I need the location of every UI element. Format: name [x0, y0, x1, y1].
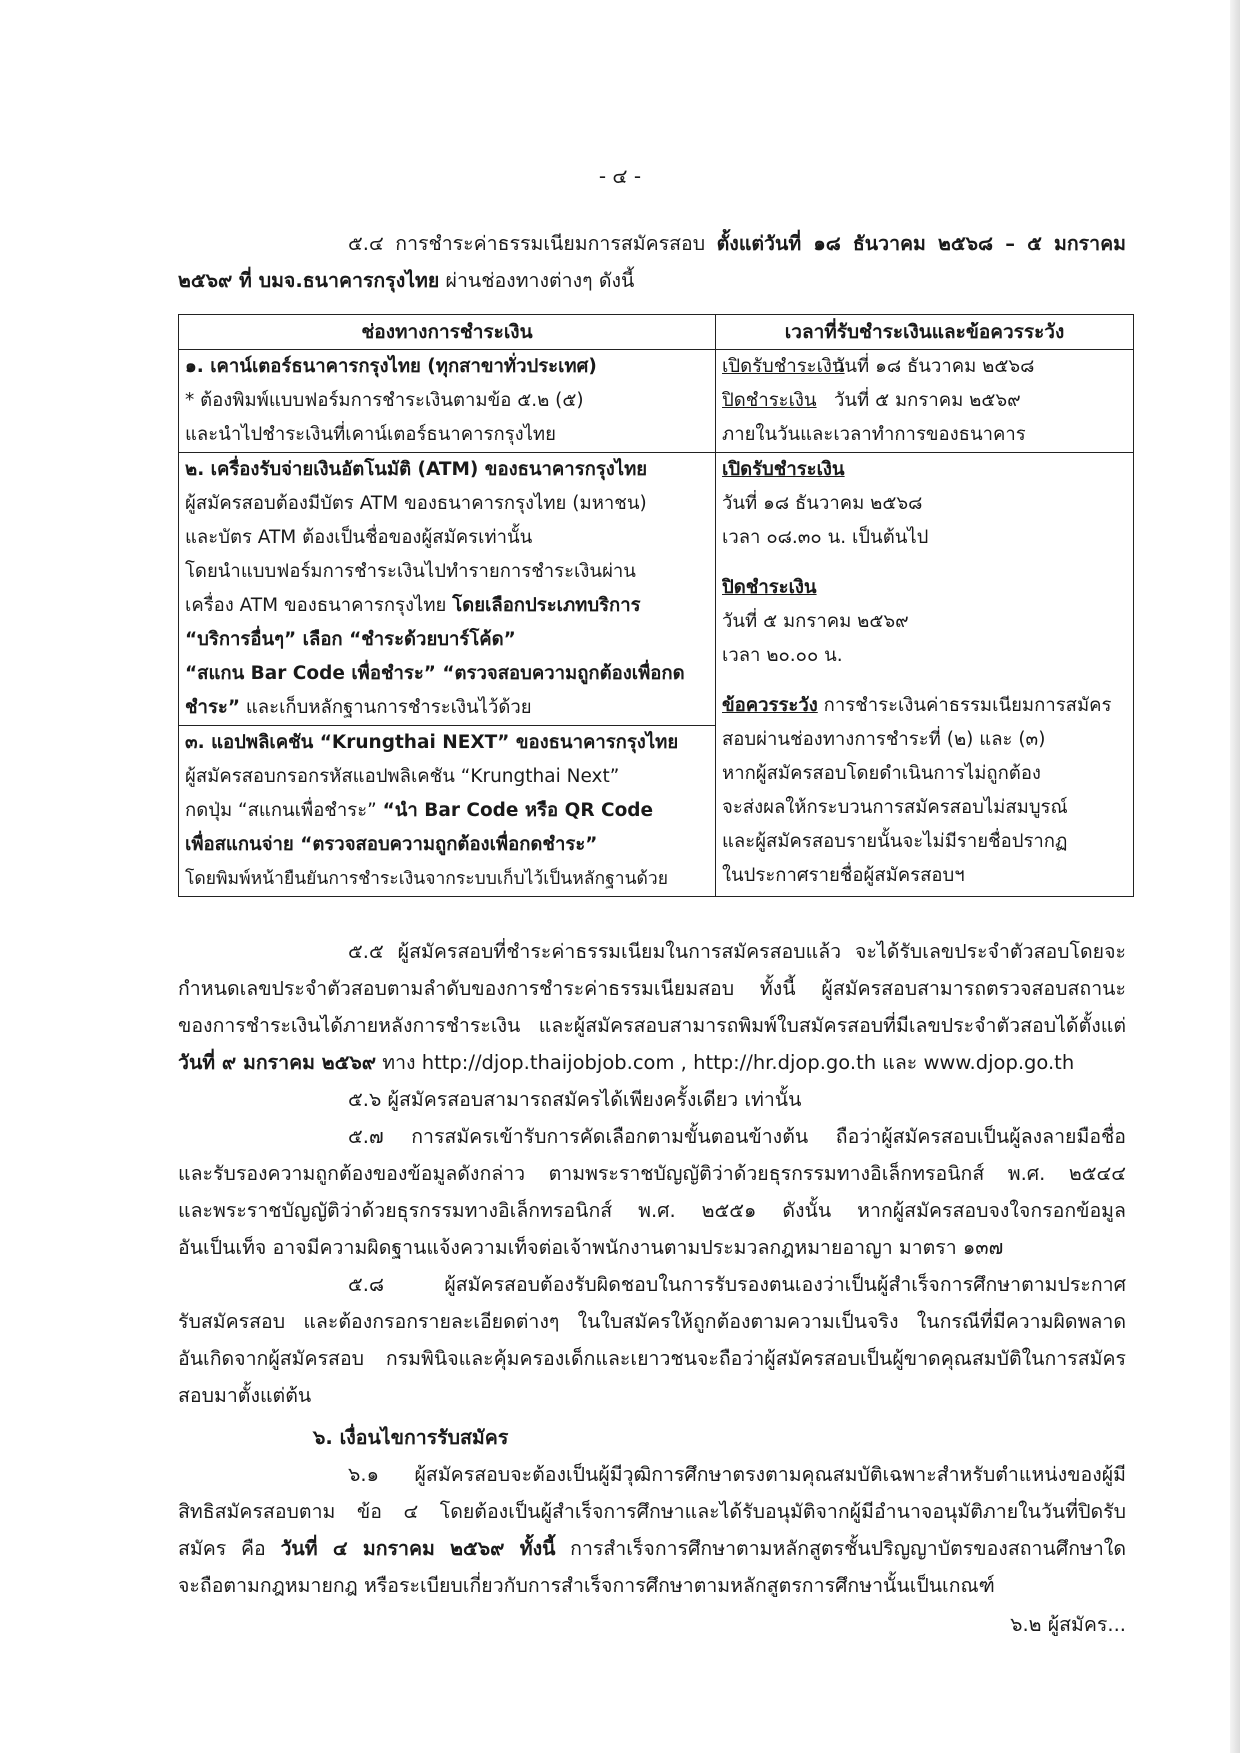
channel-1-time-cell [716, 350, 1134, 453]
sec54-date-range: ตั้งแต่วันที่ ๑๘ ธันวาคม ๒๕๖๘ – ๕ มกราคม [716, 232, 1126, 255]
table-row [179, 453, 1134, 726]
sec55-line: ของการชำระเงินได้ภายหลังการชำระเงิน และผู้สมัครสอบสามารถพิมพ์ใบสมัครสอบที่มีเลขประจำตัวสอบได้ตั้งแต่ [178, 1014, 1126, 1037]
sec55-line4 [178, 1046, 1126, 1080]
caution-line: การชำระเงินค่าธรรมเนียมการสมัคร [823, 695, 1112, 716]
sec54-suffix: ผ่านช่องทางต่างๆ ดังนี้ [445, 269, 635, 292]
channel-2-line: และบัตร ATM ต้องเป็นชื่อของผู้สมัครเท่านั้น [185, 527, 533, 548]
sec57-line: และรับรองความถูกต้องของข้อมูลดังกล่าว ตามพระราชบัญญัติว่าด้วยธุรกรรมทางอิเล็กทรอนิกส์ พ.ศ. ๒๕๔๔ [178, 1162, 1126, 1185]
sec61-text: สมัคร คือ [178, 1537, 266, 1560]
channel-1-cell [179, 350, 716, 453]
open-time: เวลา ๐๘.๓๐ น. เป็นต้นไป [722, 527, 929, 548]
sec57-line: ๕.๗ การสมัครเข้ารับการคัดเลือกตามขั้นตอนข้างต้น ถือว่าผู้สมัครสอบเป็นผู้ลงลายมือชื่อ [348, 1125, 1126, 1148]
channel-3-line: โดยพิมพ์หน้ายืนยันการชำระเงินจากระบบเก็บไว้เป็นหลักฐานด้วย [185, 869, 669, 889]
sec57-line: อันเป็นเท็จ อาจมีความผิดฐานแจ้งความเท็จต่อเจ้าพนักงานตามประมวลกฎหมายอาญา มาตรา ๑๓๗ [178, 1236, 1004, 1259]
caution-line: หากผู้สมัครสอบโดยดำเนินการไม่ถูกต้อง [722, 763, 1041, 784]
channel-2-line: ผู้สมัครสอบต้องมีบัตร ATM ของธนาคารกรุงไทย (มหาชน) [185, 493, 647, 514]
channel-2-title: ๒. เครื่องรับจ่ายเงินอัตโนมัติ (ATM) ของธนาคารกรุงไทย [185, 459, 648, 480]
continuation-marker: ๖.๒ ผู้สมัคร... [1010, 1613, 1126, 1636]
channel-2-bold: “บริการอื่นๆ” เลือก “ชำระด้วยบาร์โค้ด” [185, 629, 516, 650]
open-value: วันที่ ๑๘ ธันวาคม ๒๕๖๘ [834, 356, 1035, 377]
channel-2-bold: ชำระ” [185, 697, 240, 718]
payment-channels-table [178, 314, 1134, 897]
sec55-line: กำหนดเลขประจำตัวสอบตามลำดับของการชำระค่าธรรมเนียมสอบ ทั้งนี้ ผู้สมัครสอบสามารถตรวจสอบสถานะ [178, 977, 1126, 1000]
channel-2-line: โดยนำแบบฟอร์มการชำระเงินไปทำรายการชำระเงินผ่าน [185, 561, 636, 582]
caution-line: สอบผ่านช่องทางการชำระที่ (๒) และ (๓) [722, 729, 1046, 750]
channel-3-text: กดปุ่ม “สแกนเพื่อชำระ” [185, 800, 377, 821]
channel-2-line [185, 589, 709, 623]
close-time: เวลา ๒๐.๐๐ น. [722, 645, 843, 666]
sec55-line: ๕.๕ ผู้สมัครสอบที่ชำระค่าธรรมเนียมในการสมัครสอบแล้ว จะได้รับเลขประจำตัวสอบโดยจะ [348, 940, 1126, 963]
page-number: - ๔ - [598, 164, 642, 188]
header-payment-channel: ช่องทางการชำระเงิน [179, 315, 716, 350]
sec56-line: ๕.๖ ผู้สมัครสอบสามารถสมัครได้เพียงครั้งเดียว เท่านั้น [348, 1088, 802, 1111]
sec58-line: สอบมาตั้งแต่ต้น [178, 1384, 312, 1407]
channel-3-bold: เพื่อสแกนจ่าย “ตรวจสอบความถูกต้องเพื่อกดชำระ” [185, 834, 598, 855]
close-value: วันที่ ๕ มกราคม ๒๕๖๙ [834, 390, 1021, 411]
sec61-date: วันที่ ๔ มกราคม ๒๕๖๙ ทั้งนี้ [280, 1537, 556, 1560]
close-label: ปิดชำระเงิน [722, 390, 817, 411]
sec54-bank: ๒๕๖๙ ที่ บมจ.ธนาคารกรุงไทย [178, 269, 440, 292]
close-date: วันที่ ๕ มกราคม ๒๕๖๙ [722, 611, 909, 632]
business-hours-note: ภายในวันและเวลาทำการของธนาคาร [722, 424, 1026, 445]
channel-2-bold: “สแกน Bar Code เพื่อชำระ” “ตรวจสอบความถูกต้องเพื่อกด [185, 663, 685, 684]
sec54-prefix: ๕.๔ การชำระค่าธรรมเนียมการสมัครสอบ [348, 232, 706, 255]
sec58-line: อันเกิดจากผู้สมัครสอบ กรมพินิจและคุ้มครองเด็กและเยาวชนจะถือว่าผู้สมัครสอบเป็นผู้ขาดคุณสมบัติในการสมัคร [178, 1347, 1126, 1370]
channel-2-cell [179, 453, 716, 726]
open-label: เปิดรับชำระเงิน [722, 356, 845, 377]
channel-1-note: * ต้องพิมพ์แบบฟอร์มการชำระเงินตามข้อ ๕.๒ (๕) [185, 390, 584, 411]
sec58-line: รับสมัครสอบ และต้องกรอกรายละเอียดต่างๆ ในใบสมัครให้ถูกต้องตามความเป็นจริง ในกรณีที่มีความผิดพลาด [178, 1310, 1126, 1333]
caution-line: และผู้สมัครสอบรายนั้นจะไม่มีรายชื่อปรากฏ [722, 831, 1068, 852]
close-label: ปิดชำระเงิน [722, 577, 817, 598]
caution-line: ในประกาศรายชื่อผู้สมัครสอบฯ [722, 865, 965, 886]
sec55-date: วันที่ ๙ มกราคม ๒๕๖๙ [178, 1051, 377, 1074]
channel-3-line: ผู้สมัครสอบกรอกรหัสแอปพลิเคชัน “Krungthai Next” [185, 766, 620, 787]
caution-label: ข้อควรระวัง [722, 695, 818, 716]
channel-2-3-time-cell [716, 453, 1134, 897]
sec61-line3 [178, 1532, 1126, 1566]
channel-3-cell [179, 726, 716, 897]
sec61-line: สิทธิสมัครสอบตาม ข้อ ๔ โดยต้องเป็นผู้สำเร็จการศึกษาและได้รับอนุมัติจากผู้มีอำนาจอนุมัติภายในวันที่ปิดรับ [178, 1500, 1126, 1523]
channel-3-line [185, 794, 709, 828]
sec61-text: การสำเร็จการศึกษาตามหลักสูตรชั้นปริญญาบัตรของสถานศึกษาใด [570, 1537, 1126, 1560]
channel-2-text: และเก็บหลักฐานการชำระเงินไว้ด้วย [245, 697, 532, 718]
table-header-row [179, 315, 1134, 350]
caution-line: จะส่งผลให้กระบวนการสมัครสอบไม่สมบูรณ์ [722, 797, 1068, 818]
open-label: เปิดรับชำระเงิน [722, 459, 845, 480]
header-payment-time: เวลาที่รับชำระเงินและข้อควรระวัง [716, 315, 1134, 350]
channel-1-title: ๑. เคาน์เตอร์ธนาคารกรุงไทย (ทุกสาขาทั่วประเทศ) [185, 356, 597, 377]
sec58-line: ๕.๘ ผู้สมัครสอบต้องรับผิดชอบในการรับรองตนเองว่าเป็นผู้สำเร็จการศึกษาตามประกาศ [348, 1273, 1126, 1296]
table-row [179, 350, 1134, 453]
channel-3-bold: “นำ Bar Code หรือ QR Code [382, 800, 654, 821]
channel-2-text: เครื่อง ATM ของธนาคารกรุงไทย [185, 595, 447, 616]
sec55-urls: ทาง http://djop.thaijobjob.com , http://hr.djop.go.th และ www.djop.go.th [382, 1051, 1075, 1074]
sec6-heading: ๖. เงื่อนไขการรับสมัคร [313, 1426, 509, 1449]
channel-3-title: ๓. แอปพลิเคชัน “Krungthai NEXT” ของธนาคารกรุงไทย [185, 732, 679, 753]
sec54-line2 [178, 264, 1126, 298]
sec61-line: ๖.๑ ผู้สมัครสอบจะต้องเป็นผู้มีวุฒิการศึกษาตรงตามคุณสมบัติเฉพาะสำหรับตำแหน่งของผู้มี [348, 1463, 1126, 1486]
channel-1-note2: และนำไปชำระเงินที่เคาน์เตอร์ธนาคารกรุงไทย [185, 424, 556, 445]
sec61-line: จะถือตามกฎหมายกฎ หรือระเบียบเกี่ยวกับการสำเร็จการศึกษาตามหลักสูตรการศึกษานั้นเป็นเกณฑ์ [178, 1574, 995, 1597]
page-edge-shadow [1230, 0, 1240, 1753]
channel-2-bold: โดยเลือกประเภทบริการ [452, 595, 641, 616]
open-date: วันที่ ๑๘ ธันวาคม ๒๕๖๘ [722, 493, 923, 514]
channel-2-line [185, 691, 709, 725]
sec54-line1 [348, 227, 1126, 261]
sec57-line: และพระราชบัญญัติว่าด้วยธุรกรรมทางอิเล็กทรอนิกส์ พ.ศ. ๒๕๕๑ ดังนั้น หากผู้สมัครสอบจงใจกรอกข้อมูล [178, 1199, 1126, 1222]
